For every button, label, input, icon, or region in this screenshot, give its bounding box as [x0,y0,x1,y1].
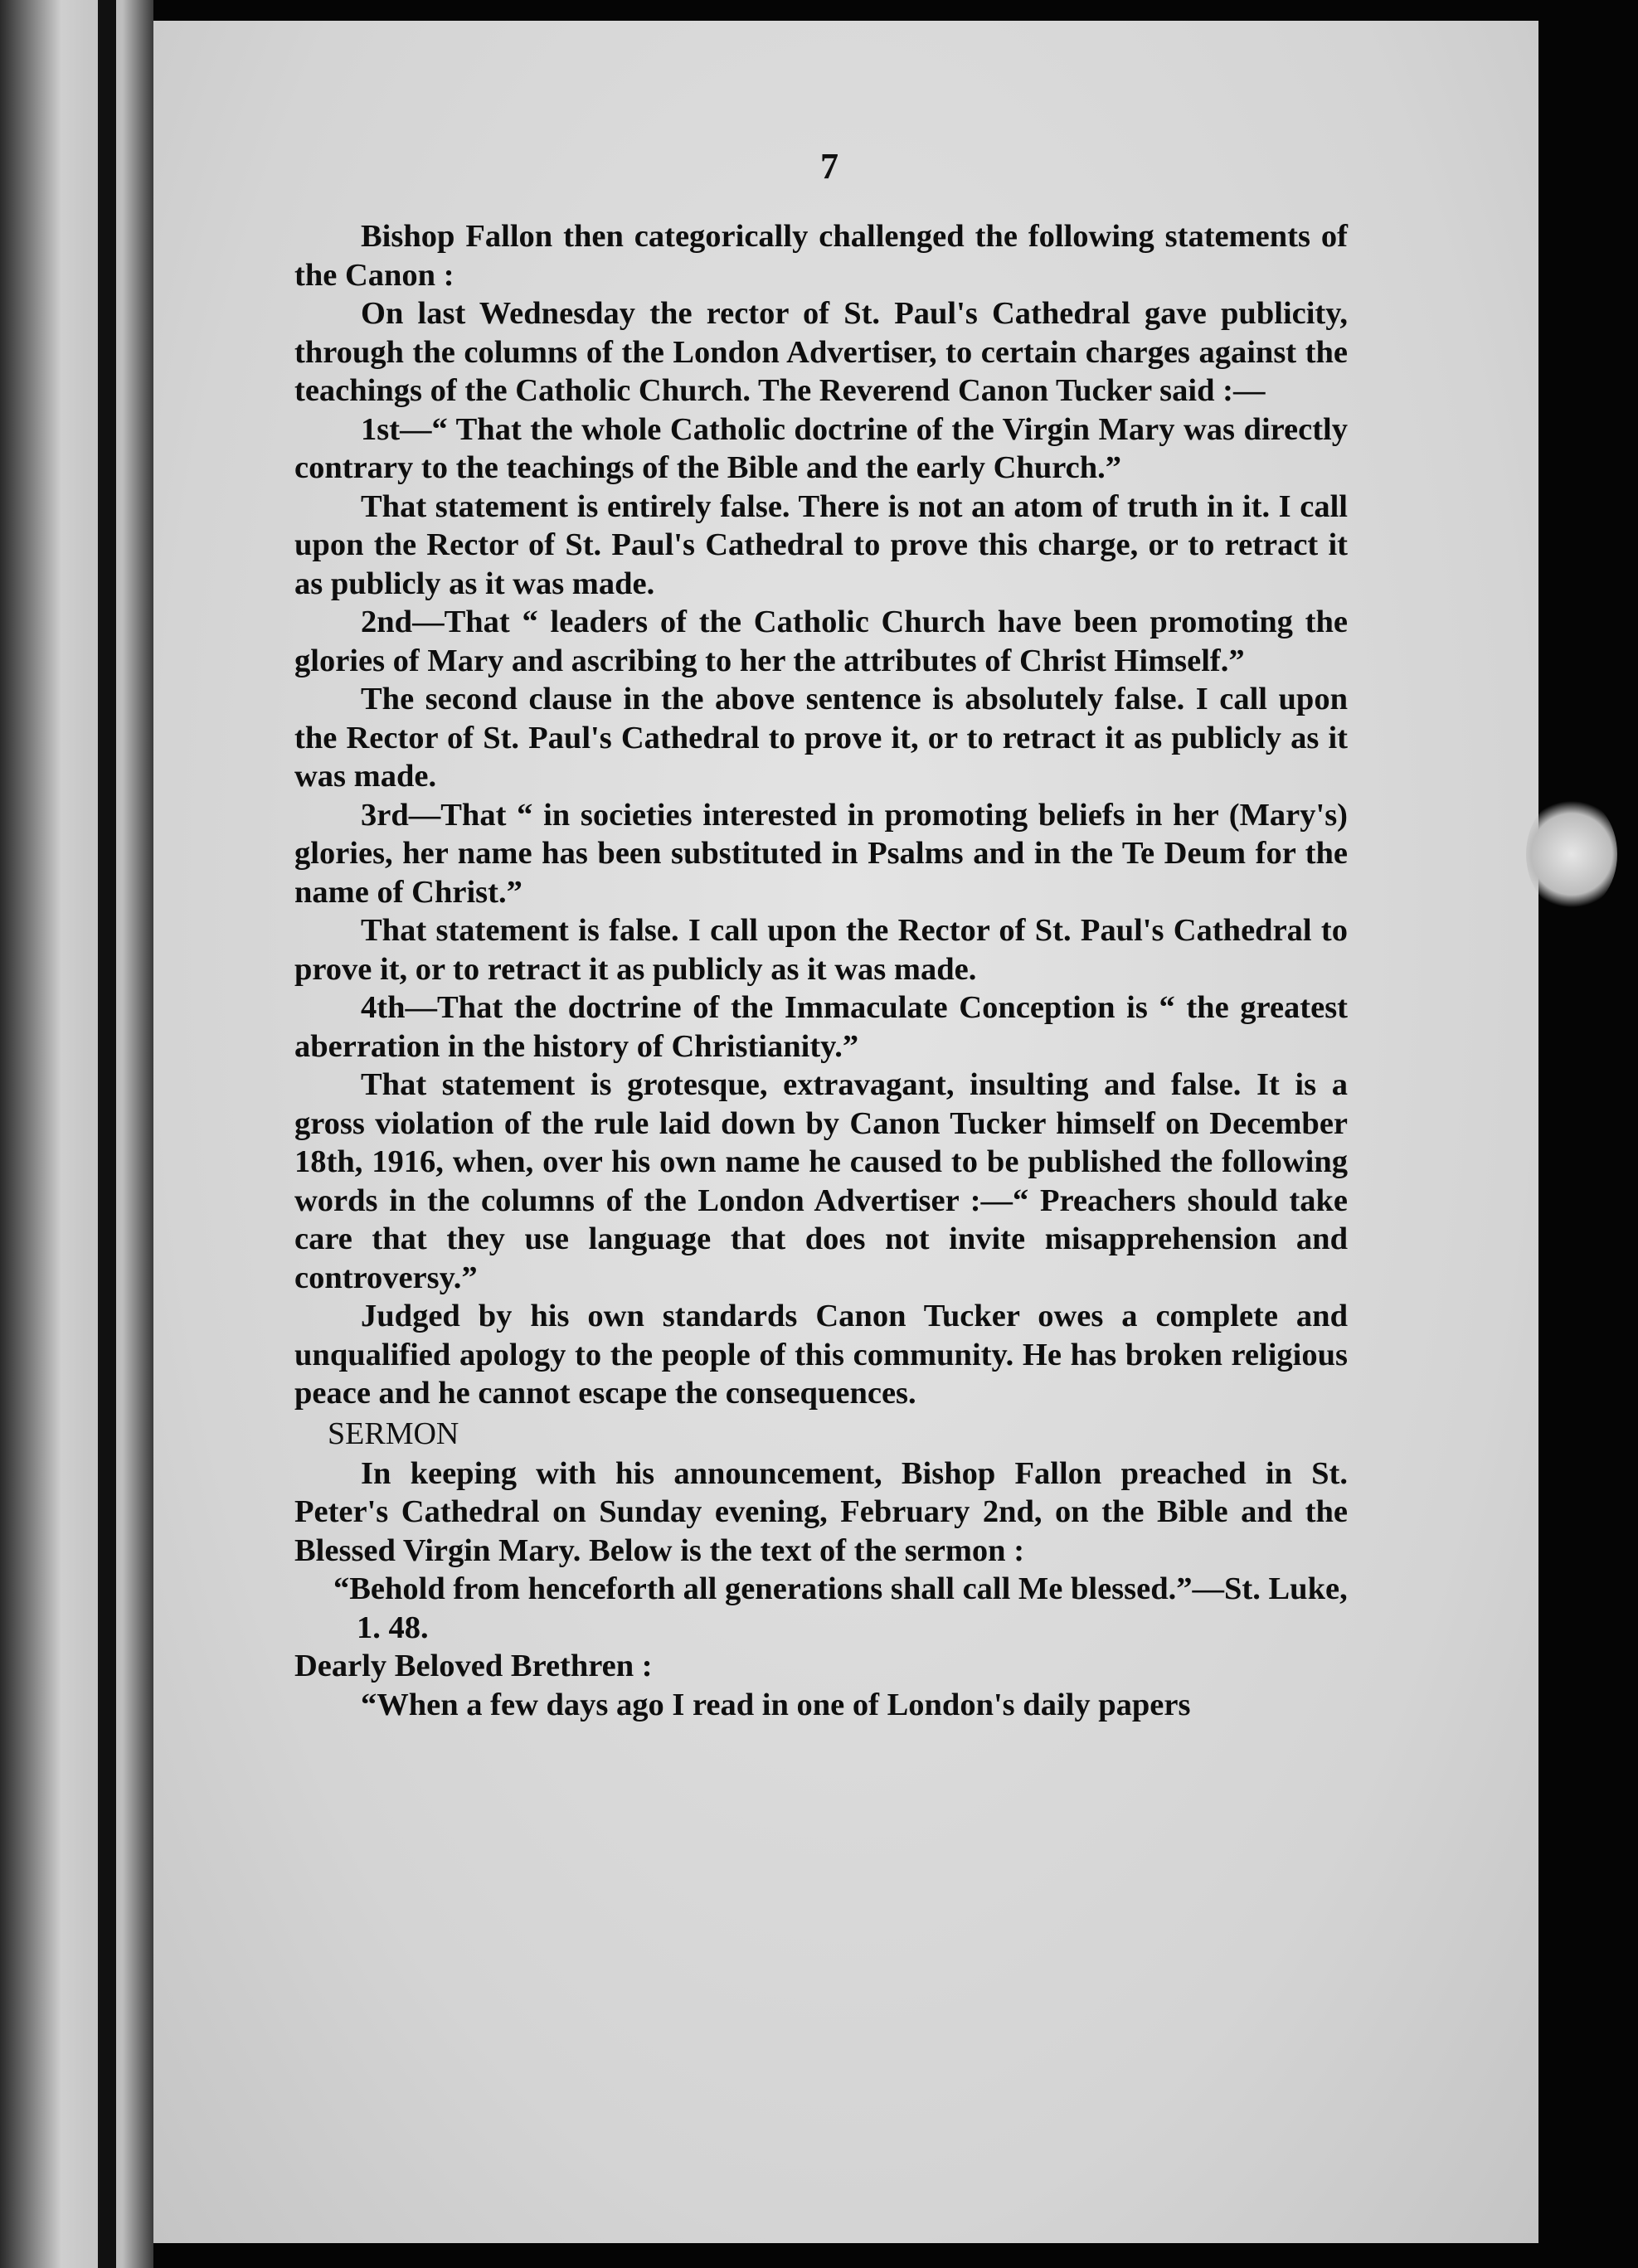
sermon-heading: SERMON [328,1416,459,1451]
adjacent-page-edge [0,0,153,2268]
binding-shadow [98,0,116,2268]
paragraph-4: That statement is entirely false. There is not an atom of truth in it. I call upon the Rector of St. Paul's Cathedral to prove this charge, or to retract it as publicly as it was made. [294,488,1348,601]
paragraph-5: 2nd—That “ leaders of the Catholic Church have been promoting the glories of Mary and ascribing to her the attributes of Christ Himself.” [294,605,1348,678]
salutation: Dearly Beloved Brethren : [294,1649,653,1683]
paragraph-2: On last Wednesday the rector of St. Paul's Cathedral gave publicity, through the columns of the London Advertiser, to certain charges against the teachings of the Catholic Church. The Reverend Canon Tucker said :— [294,296,1348,408]
page-text [294,217,1348,1724]
paragraph-9: 4th—That the doctrine of the Immaculate Conception is “ the greatest aberration in the history of Christianity.” [294,990,1348,1064]
sermon-intro: In keeping with his announcement, Bishop Fallon preached in St. Peter's Cathedral on Sunday evening, February 2nd, on the Bible and the Blessed Virgin Mary. Below is the text of the sermon : [294,1455,1348,1568]
paragraph-7: 3rd—That “ in societies interested in promoting beliefs in her (Mary's) glories, her name has been substituted in Psalms and in the Te Deum for the name of Christ.” [294,797,1348,910]
scripture-quote: “Behold from henceforth all generations shall call Me blessed.”—St. Luke, 1. 48. [333,1571,1348,1645]
paragraph-10: That statement is grotesque, extravagant, insulting and false. It is a gross violation of the rule laid down by Canon Tucker himself on December 18th, 1916, when, over his own name he caused to be published the following words in the columns of the London Advertiser :—“ Preachers should take care that they use language that does not invite misapprehension and controversy.” [294,1067,1348,1295]
paragraph-6: The second clause in the above sentence is absolutely false. I call upon the Rector of St. Paul's Cathedral to prove it, or to retract it as publicly as it was made. [294,682,1348,794]
final-line: “When a few days ago I read in one of London's daily papers [361,1687,1191,1722]
paragraph-3: 1st—“ That the whole Catholic doctrine of the Virgin Mary was directly contrary to the teachings of the Bible and the early Church.” [294,411,1348,485]
paragraph-11: Judged by his own standards Canon Tucker owes a complete and unqualified apology to the people of this community. He has broken religious peace and he cannot escape the consequences. [294,1299,1348,1411]
paragraph-1: Bishop Fallon then categorically challenged the following statements of the Canon : [294,219,1348,293]
page-number: 7 [820,146,838,187]
paragraph-8: That statement is false. I call upon the Rector of St. Paul's Cathedral to prove it, or to retract it as publicly as it was made. [294,913,1348,987]
paper-blot [1526,796,1617,912]
